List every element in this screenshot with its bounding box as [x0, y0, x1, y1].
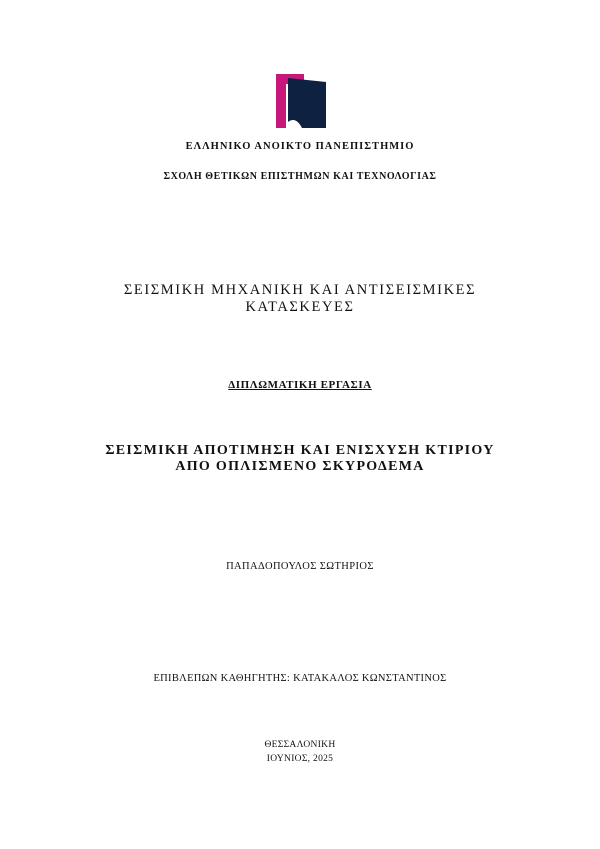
supervisor [0, 674, 600, 685]
thesis-label: ΔΙΠΛΩΜΑΤΙΚΗ ΕΡΓΑΣΙΑ [228, 379, 372, 391]
thesis-title-line-1: ΣΕΙΣΜΙΚΗ ΑΠΟΤΙΜΗΣΗ ΚΑΙ ΕΝΙΣΧΥΣΗ ΚΤΙΡΙΟΥ [105, 443, 495, 458]
supervisor-label: ΕΠΙΒΛΕΠΩΝ ΚΑΘΗΓΗΤΗΣ: [153, 673, 291, 684]
city: ΘΕΣΣΑΛΟΝΙΚΗ [264, 740, 336, 750]
school-name: ΣΧΟΛΗ ΘΕΤΙΚΩΝ ΕΠΙΣΤΗΜΩΝ ΚΑΙ ΤΕΧΝΟΛΟΓΙΑΣ [163, 171, 437, 182]
supervisor-name: ΚΑΤΑΚΑΛΟΣ ΚΩΝΣΤΑΝΤΙΝΟΣ [293, 673, 447, 684]
university-book-logo-icon [274, 72, 328, 130]
thesis-title [0, 443, 600, 475]
course-title [0, 282, 600, 316]
thesis-title-line-2: ΑΠΟ ΟΠΛΙΣΜΕΝΟ ΣΚΥΡΟΔΕΜΑ [175, 459, 425, 474]
university-name: ΕΛΛΗΝΙΚΟ ΑΝΟΙΚΤΟ ΠΑΝΕΠΙΣΤΗΜΙΟ [185, 141, 415, 152]
course-title-line-2: ΚΑΤΑΣΚΕΥΕΣ [245, 299, 355, 315]
course-title-line-1: ΣΕΙΣΜΙΚΗ ΜΗΧΑΝΙΚΗ ΚΑΙ ΑΝΤΙΣΕΙΣΜΙΚΕΣ [123, 282, 477, 298]
author-name: ΠΑΠΑΔΟΠΟΥΛΟΣ ΣΩΤΗΡΙΟΣ [226, 561, 374, 572]
date: ΙΟΥΝΙΟΣ, 2025 [266, 754, 334, 764]
